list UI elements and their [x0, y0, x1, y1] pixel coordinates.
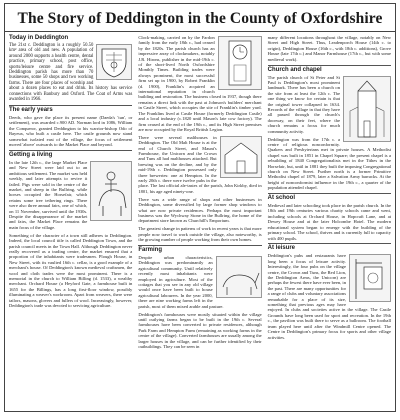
section-heading-school: At school [268, 193, 391, 202]
column-left [9, 35, 132, 412]
coat-of-arms-illustration [96, 44, 132, 80]
paragraph-today: The 21st c. Deddington is a roughly 50.50 km² area of old and new. A population of around 2000 supports a health centre, dental practice, primary school, post office, sports/leisure centre and fire service. Deddington parish has more than 70 businesses, some 50 shops and two working farms. There are four places of worship and about a dozen places to eat and drink. Its history has service connections with Banbury and Oxford. The Coat of Arms was awarded in 1966. [9, 43, 133, 103]
paragraph-school: Medieval and later schooling took place in the parish church. In the 18th and 19th centuries various charity schools came and went, including schools at Orchard House, in Hopcraft Lane, and at Dewey House and at the later Holcombe Hotel. The modern educational system began to emerge with the building of the primary school. The school, thrives and is currently full to capacity with 400 pupils. [267, 203, 391, 241]
malthouse-illustration [220, 136, 262, 178]
section-heading-farming: Farming [138, 245, 261, 254]
paragraph-church-1: The parish church of St Peter and St Paul is Deddington's most prominent landmark. There has been a church on the site from at least the 12th c. The one thing we know for certain is that the original tower collapsed in 1634. Records of the village in that they have all passed through the church's doorway, on their feet, where the church remains a focus for much community activity. [267, 74, 340, 134]
section-heading-leisure: At leisure [268, 243, 391, 252]
columns [5, 32, 395, 412]
clock-illustration [218, 36, 262, 90]
church-illustration [343, 76, 391, 142]
paragraph-farming-2: Deddington's farmhouses were mostly situated within the village until outlying farms began to be built in the 19th c. Several farmhouses have been converted to private residences, although Park Farm and Hempton Farm (remaining as working farms in the centre of the village). Converted farmhouses are usually among the larger houses in the village, and can be further identified by their outbuildings. They can be seen in [138, 311, 262, 350]
paragraph-coaching: Clock-making, carried on by the Fardon family from the early 18th c., had ceased by the 1820s. The parish church has an impressive array of clockmakers, notably J.R. Hirons, publisher in the mid-19th c. of the short-lived North Oxfordshire Monthly Times. Building trades were always prominent, the most successful firm set up in 1900, by Robert Franklin (d. 1900), Franklin's acquired an international reputation in church building and restoration. The business closed in 1937, though there remains a direct link with the past at Johnson's builders' merchant in Castle Street, which occupies the site of Franklin's timber yard. The Franklins lived at Castle House (formerly Deddington Castle) and a local industry (c.1820 until Mason's late cow factory). The firm ceased at the end of the 19th c., and its High Street premises are now occupied by the Royal British Legion. [138, 35, 262, 132]
paragraph-farms: many different locations throughout the village, notably on New Street and High Street. Thus, Leadenporch House (14th c. to origin), Deddington House (16th c., with 18th c. additions), Grove House (late 17th c.) and Manor Farmhouse (17th c., but with some medieval work). [267, 35, 391, 62]
paragraph-wide: There was a wide range of shops and other businesses in Deddington, some diversified by large former shop windows to what are now private residences. Perhaps the most important business was the Wychway Stone in the Bullring, the home of the department store known as Churchill's Emporium. [138, 196, 262, 224]
section-heading-church: Church and chapel [268, 65, 391, 74]
paragraph-change: The greatest change in patterns of work in recent years is that more people now travel to work outside the village, also noteworthy, is the growing number of people working from their own homes. [138, 226, 262, 243]
section-heading-early: The early years [9, 105, 132, 114]
section-heading-living: Getting a living [9, 150, 132, 159]
horse-rider-illustration [90, 161, 132, 221]
page-title: The Story of Deddington in the County of Oxfordshire [5, 4, 395, 32]
paragraph-church-2: Deddington was from the 17th c. a centre of religious nonconformity. Quakers and Presbyterians met in private houses. A Methodist chapel was built in 1851 in Chapel Square; the present chapel is a rebuilding of 1840 Congregationalists met in the Tithes in the Horsefair, but, until in 1881 they built the imposing Congregational church on New Street. Further north is a former Primitive Methodist chapel of 1879, later a Salvation Army barracks. At the height of nonconformist influence in the 19th c., a quarter of the population attended chapel. [267, 136, 391, 191]
section-heading-today: Today in Deddington [9, 35, 69, 41]
paragraph-malt: There were several malthouses in Deddington. The Old Malt House is at the end of Church Street, and Maunt's Farmhouse, the Unicorn and the Crown and Tuns all had malthouses attached. But brewing was on the decline, and by the mid-19th c. Deddington possessed only three breweries: one at Hempton. In the early 20th c. there were twelve pubs in the place. The last official ale-tastes of the parish, John Kirkby, died in 1801, his age aged ninety-one. [138, 134, 262, 194]
column-right [268, 35, 391, 412]
pub-sign-illustration [349, 254, 391, 302]
paragraph-living-2: Something of the character of a town still adheres to Deddington. Indeed, the local council title is called Deddington Town, and the parish council meets in the Town Hall. Although Deddington never really recovered as a trading centre, the market ensured that a proportion of the inhabitants were tradesmen. Plough House, in New Street, with its vaulted 16th c. cellar, is a good example of a merchant's house. Of Deddington's known medieval craftsmen, the wool and cloth trades were the most prominent. There is a memorial in the church to William Billing (d. 1533), a wealthy merchant. Orchard House (a Heyford Gate, a farmhouse built in 1655 for the Billings, has a long first-floor window, possibly illuminating a weaver's workroom. Apart from weavers, there were tailors, masons, glovers and fullers of wool. Increasingly, however, Deddington's trade was devoted to servicing agriculture. [9, 232, 133, 308]
document-page [4, 3, 396, 412]
paragraph-farming-1: Despite urban characteristics, Deddington was predominantly an agricultural community. Until relatively recently most inhabitants were employed in agriculture. Most of the cottages that you see in any old village would once have been built to house agricultural labourers. In the year 2000, there are nine working farms left in the parish, most of them mixed arable and pasture. [138, 255, 224, 309]
column-middle [138, 35, 261, 412]
paragraph-leisure: Deddington's pubs and restaurants have long been a focus of leisure activity. Interestingly, the four pubs on the village centre, the Crown and Tuns, the Red Lion, the Deddington Arms, the Unicorn) are perhaps the fewest there have ever been, in the past. There are many opportunities for a range of clubs and voluntary associations remarkable for a place of its size, something that previous ages may have enjoyed. In clubs and societies active in the village. The Castle Grounds have long been used for sport and recreation. In the 19th c., the pavilion was built there to serve as a ballroom. The football team played here until after the Windmill Centre opened. The Centre in Deddington's primary focus for sports and other village activities. [267, 253, 391, 340]
paragraph-early: Deeds, who gave the place its present name (Daeda's 'tun', or settlement), was awarded c.900 AD. Norman lord in 1086, William the Conqueror, granted Deddington to his warrior-bishop Odo of Bayeux, who built a castle here. The castle grounds now stand somewhat isolated east of the village, the focus of settlement moved 'above' outwards to the Market Place and beyond. [9, 114, 133, 147]
paragraph-living-1: In the late 12th c., the large Market Place and New Street were laid out to an ambitious settlement. The market was held weekly, and later attempts to revive it failed. Pigs were sold in the centre of the market, and sheep in the Bullring, while horses occupied the Horsefair, which retains some tree tethering rings. There were also three annual fairs, one of which, on 11 November, survived until the 1930s. Despite the disappearance of the market and fairs, the Market Place remains the main focus of the village. [9, 159, 88, 230]
farm-horse-illustration [216, 256, 262, 298]
